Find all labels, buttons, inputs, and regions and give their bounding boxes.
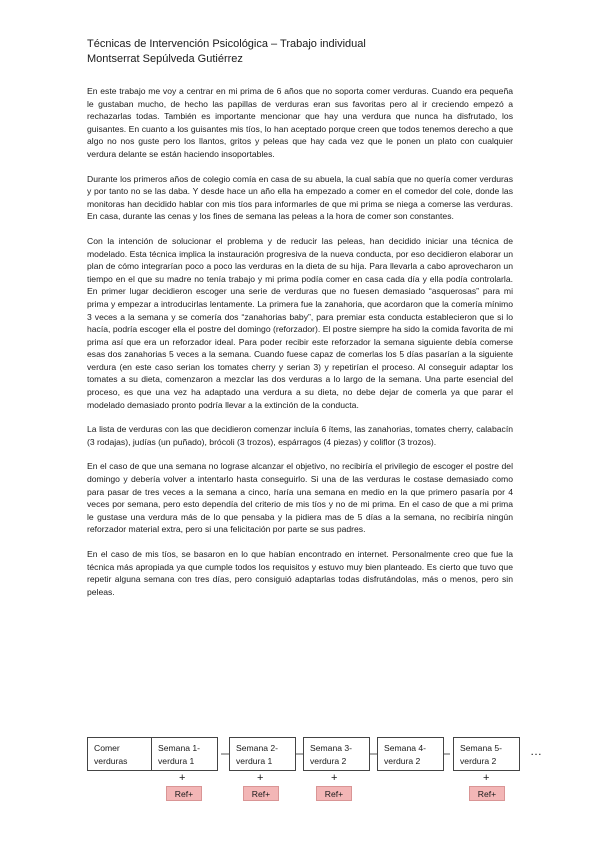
step-label-line1: Comer <box>94 743 120 753</box>
step-label-line2: verdura 2 <box>384 756 421 766</box>
step-box-week1 <box>151 737 218 771</box>
step-box-week4 <box>377 737 444 771</box>
paragraph: La lista de verduras con las que decidieron comenzar incluía 6 ítems, las zanahorias, tomates cherry, calabacín (3 rodajas), judías (un puñado), brócoli (3 trozos), espárragos (4 piezas) y coliflor (3 trozos). <box>87 424 513 447</box>
paragraph: Con la intención de solucionar el problema y de reducir las peleas, han decidido iniciar una técnica de modelado. Esta técnica implica la instauración progresiva de la nueva conducta, por eso decidieron elaborar un plan de cómo integrarían poco a poco las verduras en la dieta de su hija. Para llevarla a cabo aprovecharon un tiempo en el que su madre no tenía trabajo y mi prima podía comer en casa cada día y ella podía controlarla. En primer lugar decidieron escoger una serie de verduras que no fuesen demasiado “asquerosas” para mi prima y empezar a introducirlas lentamente. La primera fue la zanahoria, que acordaron que la comería mínimo 3 veces a la semana y se comería dos “zanahorias baby”, para premiar esta conducta establecieron que si lo hacía, podría escoger ella el postre del domingo (reforzador). El postre siempre ha sido la comida favorita de mi prima así que era un reforzador ideal. Para poder recibir este reforzador la semana siguiente debía comerse esas dos zanahorias 5 veces a la semana. Cuando fuese capaz de comerlas los 5 días pasarían a la siguiente verdura (en este caso serian los tomates cherry y serian 3) y repetirían el proceso. Al conseguir adaptar los tomates a su dieta, comenzaron a mezclar las dos verduras a lo largo de la semana. Una parte esencial del proceso, es que una vez ha adaptado una verdura a su dieta, no debe dejar de comerla ya que parar el modelado demasiado pronto podría llevar a la extinción de la conducta. <box>87 235 513 410</box>
reinforcer-badge: Ref+ <box>469 786 505 801</box>
step-label-line1: Semana 2- <box>236 743 279 753</box>
plus-sign: + <box>331 772 338 784</box>
step-label-line2: verdura 2 <box>310 756 347 766</box>
step-box-start <box>87 737 154 771</box>
plus-sign: + <box>257 772 264 784</box>
paragraph: Durante los primeros años de colegio comía en casa de su abuela, la cual sabía que no quería comer verduras y por tanto no se las daba. Y desde hace un año ella ha empezado a comer en el comedor del cole, donde las monitoras han decidido hablar con mis tíos para informarles de que mi prima se niega a comerse las verduras. En casa, durante las cenas y los fines de semana las peleas a la hora de comer son constantes. <box>87 173 513 222</box>
plus-sign: + <box>483 772 490 784</box>
step-label-line1: Semana 4- <box>384 743 427 753</box>
step-label-line2: verduras <box>94 756 128 766</box>
reinforcer-badge: Ref+ <box>243 786 279 801</box>
document-header <box>87 37 366 67</box>
step-label-line1: Semana 5- <box>460 743 503 753</box>
step-label-line2: verdura 1 <box>158 756 195 766</box>
paragraph: En el caso de mis tíos, se basaron en lo que habían encontrado en internet. Personalmente creo que fue la técnica más apropiada ya que cumple todos los requisitos y estuvo muy bien planteado. Es cierto que tuvo que repetir alguna semana con tres días, pero consiguió adaptarlas todas disfrutándolas, más o menos, pero sin peleas. <box>87 549 513 597</box>
paragraph: En este trabajo me voy a centrar en mi prima de 6 años que no soporta comer verduras. Cuando era pequeña le gustaban mucho, de hecho las papillas de verduras eran sus favoritas pero al ir creciendo empezó a rechazarlas todas. También es importante mencionar que hay una verdura que nunca ha disfrutado, los guisantes. En cuanto a los guisantes mis tíos, lo han aceptado porque creen que todos tenemos derecho a que algo no nos guste pero los llantos, gritos y peleas que hay cada vez que le ponen un plato con cualquier verdura delante se están haciendo insoportables. <box>87 86 513 159</box>
continuation-ellipsis: … <box>530 744 543 758</box>
step-label-line1: Semana 3- <box>310 743 353 753</box>
step-box-week3 <box>303 737 370 771</box>
step-box-week5 <box>453 737 520 771</box>
plus-sign: + <box>179 772 186 784</box>
author-name: Montserrat Sepúlveda Gutiérrez <box>87 53 243 65</box>
step-label-line1: Semana 1- <box>158 743 201 753</box>
step-box-week2 <box>229 737 296 771</box>
document-body <box>87 85 513 610</box>
reinforcer-badge: Ref+ <box>166 786 202 801</box>
step-label-line2: verdura 2 <box>460 756 497 766</box>
reinforcer-badge: Ref+ <box>316 786 352 801</box>
paragraph: En el caso de que una semana no lograse alcanzar el objetivo, no recibiría el privilegio de escoger el postre del domingo y debería volver a intentarlo hasta conseguirlo. Si una de las verduras le costase demasiado como para pasar de tres veces a la semana a cinco, haría una semana en medio en la que primero pasaría por 4 veces por semana, pero esto dependía del criterio de mis tíos y no de mi prima. En el caso de que a mi prima le gustase una verdura más de lo que pensaba y la pidiera mas de 5 días a la semana, no recibiría ningún reforzador material extra, pero si una felicitación por parte se sus padres. <box>87 461 513 535</box>
step-label-line2: verdura 1 <box>236 756 273 766</box>
course-title: Técnicas de Intervención Psicológica – Trabajo individual <box>87 38 366 50</box>
